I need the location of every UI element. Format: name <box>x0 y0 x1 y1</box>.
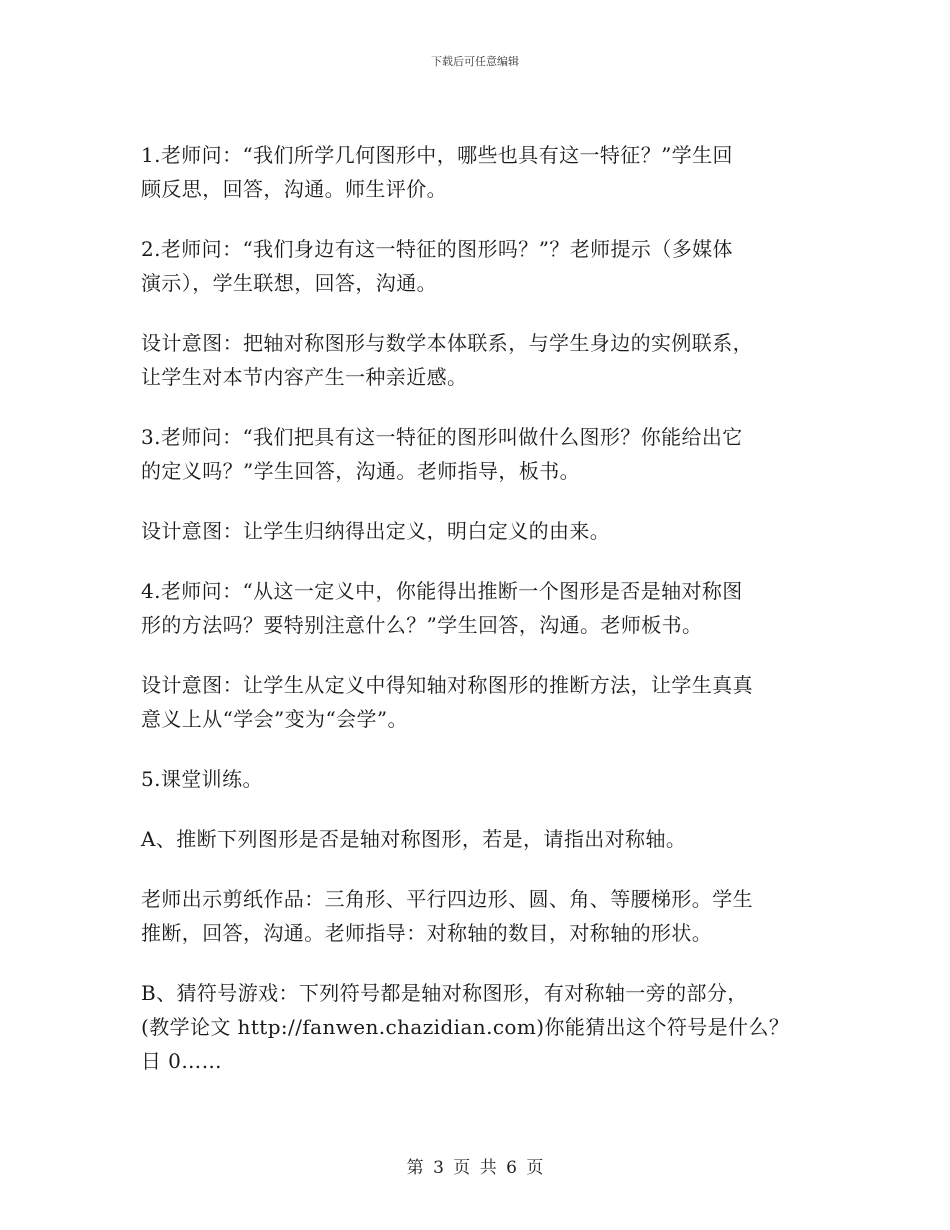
paragraph-line: 3.老师问：“我们把具有这一特征的图形叫做什么图形？你能给出它 <box>141 425 743 449</box>
page-number-footer: 第 3 页 共 6 页 <box>406 1158 544 1178</box>
paragraph-9 <box>141 822 821 856</box>
paragraph-line: 演示），学生联想，回答，沟通。 <box>141 271 437 295</box>
paragraph-line: B、猜符号游戏：下列符号都是轴对称图形，有对称轴一旁的部分， <box>141 981 748 1005</box>
paragraph-line: 顾反思，回答，沟通。师生评价。 <box>141 177 447 201</box>
paragraph-line: 推断，回答，沟通。老师指导：对称轴的数目，对称轴的形状。 <box>141 921 713 945</box>
paragraph-line: 设计意图：让学生从定义中得知轴对称图形的推断方法，让学生真真 <box>141 673 753 697</box>
paragraph-line: 的定义吗？”学生回答，沟通。老师指导，板书。 <box>141 459 581 483</box>
paragraph-line: A、推断下列图形是否是轴对称图形，若是，请指出对称轴。 <box>141 827 687 851</box>
page-header: 下载后可任意编辑 <box>431 55 519 68</box>
paragraph-6 <box>141 574 821 642</box>
paragraph-4 <box>141 420 821 488</box>
paragraph-line: 2.老师问：“我们身边有这一特征的图形吗？”？老师提示（多媒体 <box>141 237 733 261</box>
paragraph-1 <box>141 138 821 206</box>
paragraph-5 <box>141 514 821 548</box>
paragraph-line: 日 0…… <box>141 1049 223 1073</box>
paragraph-line: 让学生对本节内容产生一种亲近感。 <box>141 365 468 389</box>
paragraph-line: 设计意图：让学生归纳得出定义，明白定义的由来。 <box>141 519 611 543</box>
paragraph-line: 5.课堂训练。 <box>141 767 263 791</box>
paragraph-line: 形的方法吗？要特别注意什么？”学生回答，沟通。老师板书。 <box>141 613 703 637</box>
paragraph-line: (教学论文 http://fanwen.chazidian.com)你能猜出这个符号是什么？ <box>141 1015 790 1039</box>
paragraph-3 <box>141 326 821 394</box>
paragraph-line: 老师出示剪纸作品：三角形、平行四边形、圆、角、等腰梯形。学生 <box>141 887 753 911</box>
paragraph-line: 设计意图：把轴对称图形与数学本体联系，与学生身边的实例联系， <box>141 331 753 355</box>
document-body <box>141 138 821 1104</box>
paragraph-10 <box>141 882 821 950</box>
paragraph-2 <box>141 232 821 300</box>
paragraph-11 <box>141 976 821 1078</box>
paragraph-line: 4.老师问：“从这一定义中，你能得出推断一个图形是否是轴对称图 <box>141 579 743 603</box>
paragraph-7 <box>141 668 821 736</box>
paragraph-line: 1.老师问：“我们所学几何图形中，哪些也具有这一特征？”学生回 <box>141 143 733 167</box>
paragraph-line: 意义上从“学会”变为“会学”。 <box>141 707 408 731</box>
paragraph-8 <box>141 762 821 796</box>
